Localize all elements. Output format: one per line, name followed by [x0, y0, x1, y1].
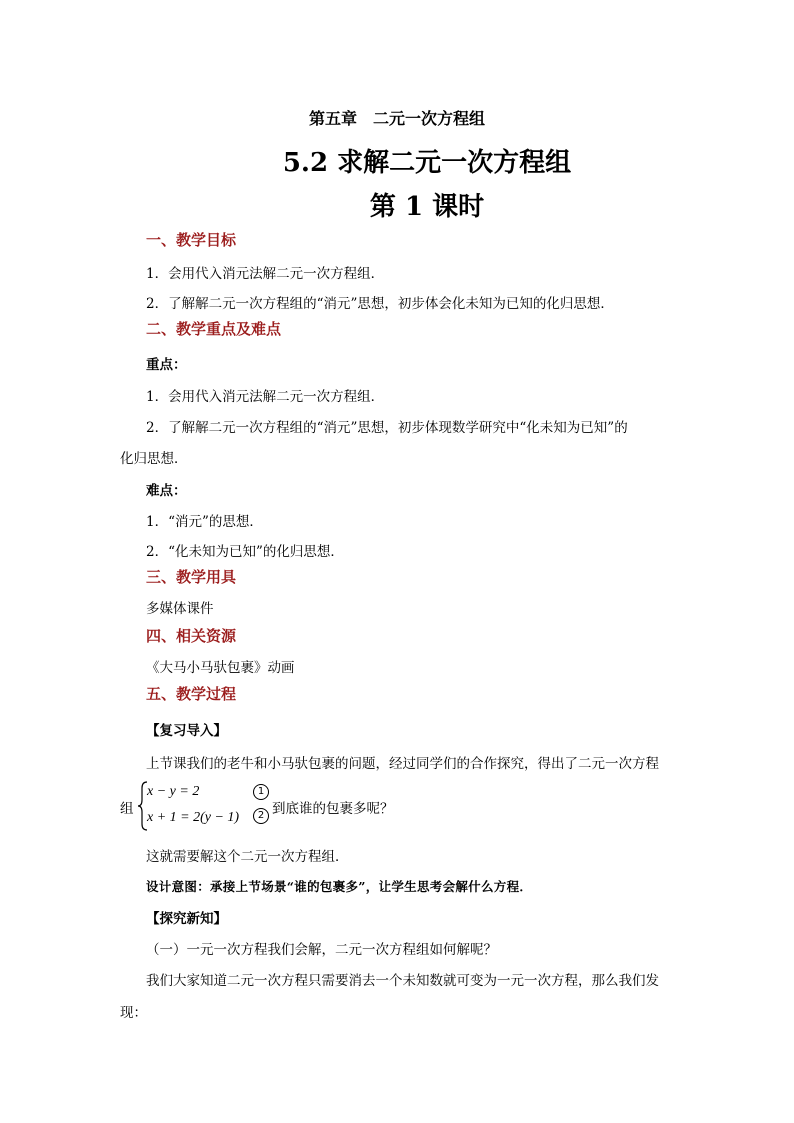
focus-item-1: 1．会用代入消元法解二元一次方程组． [146, 389, 385, 405]
review-label: 【复习导入】 [146, 723, 227, 739]
explore-label: 【探究新知】 [146, 911, 227, 927]
design-note: 设计意图：承接上节场景“谁的包裹多”，让学生思考会解什么方程． [146, 879, 533, 894]
equation-2-mark: 2 [253, 808, 269, 824]
equation-1: x − y = 2 [147, 784, 200, 799]
tools-text: 多媒体课件 [146, 601, 214, 617]
section-heading-process: 五、教学过程 [146, 685, 237, 703]
section-heading-goals: 一、教学目标 [146, 231, 237, 249]
explore-line-2: 我们大家知道二元一次方程只需要消去一个未知数就可变为一元一次方程，那么我们发 [146, 973, 659, 989]
section-heading-key-points: 二、教学重点及难点 [146, 320, 282, 338]
review-suffix: 到底谁的包裹多呢？ [272, 801, 394, 817]
goal-item-1: 1．会用代入消元法解二元一次方程组． [146, 266, 385, 282]
focus-label: 重点： [146, 357, 187, 373]
review-line-1: 上节课我们的老牛和小马驮包裹的问题，经过同学们的合作探究，得出了二元一次方程 [146, 756, 659, 772]
explore-line-1: （一）一元一次方程我们会解，二元一次方程组如何解呢？ [146, 942, 497, 958]
section-heading-tools: 三、教学用具 [146, 568, 237, 586]
page-subtitle: 第 1 课时 [369, 192, 485, 222]
difficulty-item-1: 1．“消元”的思想． [146, 514, 263, 530]
review-prefix: 组 [120, 801, 134, 817]
equation-2: x + 1 = 2(y − 1) [147, 810, 240, 825]
review-line-3: 这就需要解这个二元一次方程组． [146, 849, 349, 865]
page-title: 5.2 求解二元一次方程组 [282, 148, 572, 178]
difficulty-label: 难点： [146, 483, 187, 499]
explore-line-3: 现： [120, 1005, 147, 1021]
focus-item-2: 2．了解解二元一次方程组的“消元”思想，初步体现数学研究中“化未知为已知”的 [146, 420, 628, 436]
difficulty-item-2: 2．“化未知为已知”的化归思想． [146, 544, 344, 560]
equation-1-mark: 1 [253, 784, 269, 800]
section-heading-resources: 四、相关资源 [146, 627, 237, 645]
resources-text: 《大马小马驮包裹》动画 [146, 660, 295, 676]
chapter-heading: 第五章 二元一次方程组 [308, 109, 485, 128]
goal-item-2: 2．了解解二元一次方程组的“消元”思想，初步体会化未知为已知的化归思想． [146, 296, 614, 312]
focus-item-2-cont: 化归思想． [120, 451, 188, 467]
